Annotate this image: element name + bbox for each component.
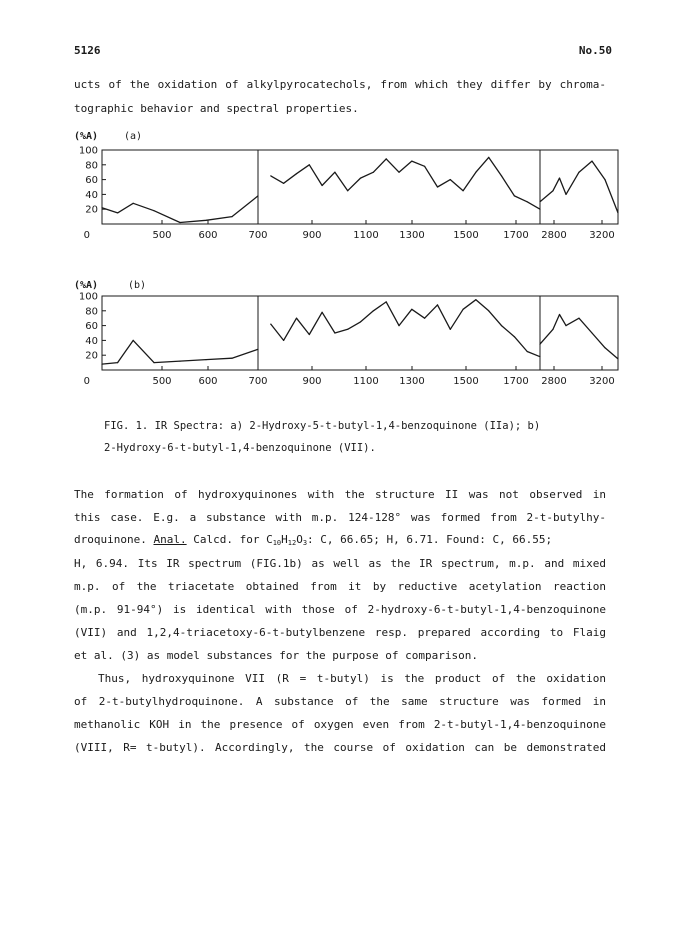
spectrum-point	[475, 299, 476, 300]
intro-line: tographic behavior and spectral properties.	[74, 102, 359, 115]
x-tick-label: 1700	[503, 376, 529, 387]
body-text: : C, 66.65; H, 6.71. Found: C, 66.55;	[307, 533, 553, 546]
x-tick-label: 2800	[541, 376, 567, 387]
spectrum-point	[283, 183, 284, 184]
body-line: The formation of hydroxyquinones with the structure II was not observed in	[74, 488, 606, 501]
body-line	[74, 533, 552, 547]
x-tick-label: 1500	[453, 230, 479, 241]
spectrum-point	[463, 190, 464, 191]
x-tick-label: 3200	[589, 376, 615, 387]
spectrum-point	[373, 172, 374, 173]
spectrum-point	[450, 179, 451, 180]
spectrum-point	[153, 210, 154, 211]
panel-b-label: (b)	[128, 280, 147, 291]
panel-a-label: (a)	[124, 131, 143, 142]
x-tick-label: 1500	[453, 376, 479, 387]
spectrum-point	[386, 301, 387, 302]
spectrum-point	[565, 325, 566, 326]
body-line: (VII) and 1,2,4-triacetoxy-6-t-butylbenzene resp. prepared according to Flaig	[74, 626, 606, 639]
x-tick-label: 3200	[589, 230, 615, 241]
intro-line: ucts of the oxidation of alkylpyrocatechols, from which they differ by chroma-	[74, 78, 606, 91]
x-tick-label: 2800	[541, 230, 567, 241]
x-tick-label: 500	[152, 230, 172, 241]
body-line: (VIII, R= t-butyl). Accordingly, the course of oxidation can be demonstrated	[74, 741, 606, 754]
x-tick-label: 1700	[503, 230, 529, 241]
body-line: this case. E.g. a substance with m.p. 124-128° was formed from 2-t-butylhy-	[74, 511, 606, 524]
spectrum-point	[205, 220, 206, 221]
spectrum-point	[179, 361, 180, 362]
spectrum-point	[539, 201, 540, 202]
spectrum-point	[270, 175, 271, 176]
spectrum-point	[117, 362, 118, 363]
spectrum-point	[591, 161, 592, 162]
spectrum-point	[617, 358, 618, 359]
x-tick-label: 600	[198, 230, 218, 241]
spectrum-point	[296, 318, 297, 319]
spectrum-point	[360, 178, 361, 179]
spectrum-chart-a	[76, 146, 620, 258]
spectrum-point	[133, 203, 134, 204]
x-tick-label: 700	[248, 230, 268, 241]
spectrum-line	[102, 300, 618, 364]
x-tick-label: 1100	[353, 230, 379, 241]
spectrum-point	[231, 216, 232, 217]
spectrum-point	[411, 161, 412, 162]
spectrum-point	[539, 356, 540, 357]
spectrum-chart-b	[76, 292, 620, 404]
spectrum-point	[179, 222, 180, 223]
spectrum-point	[527, 351, 528, 352]
panel-b-unit-label: (%A)	[74, 280, 99, 291]
page-number: 5126	[74, 44, 101, 57]
spectrum-point	[514, 195, 515, 196]
subscript: 10	[272, 539, 282, 547]
body-text: H	[281, 533, 288, 546]
spectrum-point	[539, 209, 540, 210]
spectrum-point	[373, 310, 374, 311]
spectrum-point	[101, 207, 102, 208]
spectrum-point	[322, 312, 323, 313]
spectrum-point	[604, 179, 605, 180]
spectrum-point	[617, 212, 618, 213]
spectrum-point	[347, 190, 348, 191]
spectrum-point	[205, 359, 206, 360]
spectrum-point	[552, 329, 553, 330]
subscript: 12	[287, 539, 297, 547]
y-tick-label: 40	[85, 335, 98, 347]
subscript: 3	[302, 539, 308, 547]
spectrum-point	[309, 334, 310, 335]
y-tick-label: 40	[85, 189, 98, 201]
x-tick-label: 600	[198, 376, 218, 387]
spectrum-point	[347, 329, 348, 330]
spectrum-point	[559, 178, 560, 179]
spectrum-point	[463, 309, 464, 310]
y-tick-label: 100	[78, 291, 98, 303]
journal-issue-number: No.50	[578, 44, 612, 57]
plot-frame	[102, 296, 618, 370]
spectrum-point	[578, 172, 579, 173]
spectrum-point	[475, 172, 476, 173]
spectrum-point	[488, 310, 489, 311]
spectrum-point	[231, 358, 232, 359]
x-tick-label: 900	[302, 230, 322, 241]
body-line: of 2-t-butylhydroquinone. A substance of the same structure was formed in	[74, 695, 606, 708]
body-line: (m.p. 91-94°) is identical with those of 2-hydroxy-6-t-butyl-1,4-benzoquinone	[74, 603, 606, 616]
y-zero-label: 0	[83, 230, 90, 241]
spectrum-point	[437, 186, 438, 187]
body-line: methanolic KOH in the presence of oxygen even from 2-t-butyl-1,4-benzoquinone	[74, 718, 606, 731]
spectrum-point	[411, 309, 412, 310]
plot-frame	[102, 150, 618, 224]
y-zero-label: 0	[83, 376, 90, 387]
y-tick-label: 80	[85, 306, 98, 318]
figure-caption-line: 2-Hydroxy-6-t-butyl-1,4-benzoquinone (VII).	[104, 442, 376, 454]
spectrum-point	[527, 201, 528, 202]
spectrum-point	[133, 340, 134, 341]
spectrum-point	[591, 332, 592, 333]
spectrum-point	[552, 190, 553, 191]
spectrum-point	[334, 332, 335, 333]
spectrum-point	[424, 318, 425, 319]
spectrum-point	[257, 349, 258, 350]
y-tick-label: 80	[85, 160, 98, 172]
spectrum-line	[102, 157, 618, 222]
spectrum-point	[424, 166, 425, 167]
x-tick-label: 1300	[399, 230, 425, 241]
y-tick-label: 20	[85, 204, 98, 216]
spectrum-point	[488, 157, 489, 158]
x-tick-label: 1300	[399, 376, 425, 387]
y-tick-label: 100	[78, 145, 98, 157]
body-text: O	[296, 533, 303, 546]
body-text: Calcd. for C	[186, 533, 273, 546]
y-tick-label: 60	[85, 321, 98, 333]
spectrum-point	[437, 304, 438, 305]
y-tick-label: 20	[85, 350, 98, 362]
spectrum-point	[153, 362, 154, 363]
spectrum-point	[322, 185, 323, 186]
spectrum-point	[360, 321, 361, 322]
body-line: H, 6.94. Its IR spectrum (FIG.1b) as well as the IR spectrum, m.p. and mixed	[74, 557, 606, 570]
spectrum-point	[450, 329, 451, 330]
body-text: droquinone.	[74, 533, 147, 546]
x-tick-label: 1100	[353, 376, 379, 387]
spectrum-point	[257, 195, 258, 196]
anal-label: Anal.	[153, 533, 187, 546]
spectrum-point	[501, 175, 502, 176]
figure-caption-line: FIG. 1. IR Spectra: a) 2-Hydroxy-5-t-butyl-1,4-benzoquinone (IIa); b)	[104, 420, 541, 432]
body-line: m.p. of the triacetate obtained from it by reductive acetylation reaction	[74, 580, 606, 593]
spectrum-point	[559, 314, 560, 315]
spectrum-point	[501, 325, 502, 326]
spectrum-point	[565, 194, 566, 195]
spectrum-point	[117, 212, 118, 213]
spectrum-point	[283, 340, 284, 341]
spectrum-point	[539, 344, 540, 345]
spectrum-point	[270, 324, 271, 325]
body-line: Thus, hydroxyquinone VII (R = t-butyl) is the product of the oxidation	[98, 672, 606, 685]
spectrum-point	[386, 158, 387, 159]
y-tick-label: 60	[85, 175, 98, 187]
spectrum-point	[604, 347, 605, 348]
x-tick-label: 900	[302, 376, 322, 387]
spectrum-point	[514, 336, 515, 337]
spectrum-point	[101, 364, 102, 365]
spectrum-point	[296, 173, 297, 174]
x-tick-label: 700	[248, 376, 268, 387]
body-line: et al. (3) as model substances for the purpose of comparison.	[74, 649, 478, 662]
spectrum-point	[398, 172, 399, 173]
spectrum-point	[309, 164, 310, 165]
spectrum-point	[398, 325, 399, 326]
spectrum-point	[334, 172, 335, 173]
panel-a-unit-label: (%A)	[74, 131, 99, 142]
x-tick-label: 500	[152, 376, 172, 387]
spectrum-point	[578, 318, 579, 319]
